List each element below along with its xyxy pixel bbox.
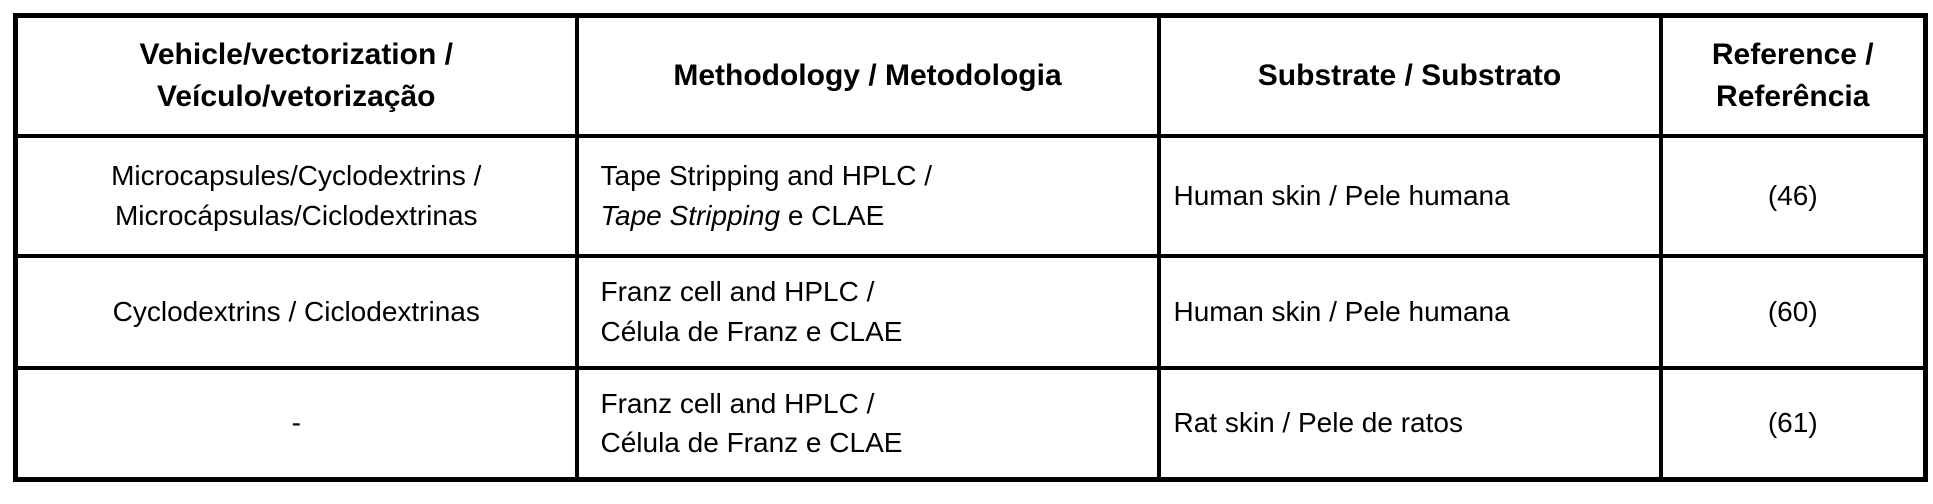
- cell-vehicle: Cyclodextrins / Ciclodextrinas: [16, 256, 577, 368]
- header-substrate-line1: Substrate / Substrato: [1257, 59, 1562, 93]
- cell-methodology: [577, 136, 1159, 256]
- cell-reference: (60): [1661, 256, 1926, 368]
- vehicle-line1: Microcapsules/Cyclodextrins /: [111, 159, 482, 191]
- methodology-line1: Franz cell and HPLC /: [600, 275, 875, 307]
- methodology-line2-regular: Célula de Franz e CLAE: [600, 315, 903, 347]
- header-methodology-line1: Methodology / Metodologia: [673, 59, 1062, 93]
- cell-vehicle: [16, 136, 577, 256]
- cell-substrate: Human skin / Pele humana: [1159, 256, 1661, 368]
- cell-methodology: [577, 256, 1159, 368]
- header-methodology: [577, 16, 1159, 136]
- table-row: [16, 256, 1926, 368]
- header-vehicle: [16, 16, 577, 136]
- header-reference-line2: Referência: [1716, 79, 1870, 113]
- methodology-line1: Tape Stripping and HPLC /: [600, 159, 933, 191]
- cell-substrate: Human skin / Pele humana: [1159, 136, 1661, 256]
- header-vehicle-line1: Vehicle/vectorization /: [139, 38, 453, 72]
- table-row: [16, 368, 1926, 480]
- header-row: [16, 16, 1926, 136]
- cell-reference: (46): [1661, 136, 1926, 256]
- header-substrate: [1159, 16, 1661, 136]
- header-vehicle-line2: Veículo/vetorização: [157, 79, 436, 113]
- cell-substrate: Rat skin / Pele de ratos: [1159, 368, 1661, 480]
- methodology-line1: Franz cell and HPLC /: [600, 387, 875, 419]
- reference-methods-table: [13, 13, 1928, 482]
- cell-reference: (61): [1661, 368, 1926, 480]
- header-reference: [1661, 16, 1926, 136]
- methodology-line2-regular: e CLAE: [780, 199, 885, 231]
- cell-vehicle: -: [16, 368, 577, 480]
- methodology-line2-regular: Célula de Franz e CLAE: [600, 427, 903, 459]
- vehicle-line2: Microcápsulas/Ciclodextrinas: [114, 199, 478, 231]
- methodology-line2-italic: Tape Stripping: [600, 199, 781, 231]
- cell-methodology: [577, 368, 1159, 480]
- header-reference-line1: Reference /: [1711, 38, 1874, 72]
- table-row: [16, 136, 1926, 256]
